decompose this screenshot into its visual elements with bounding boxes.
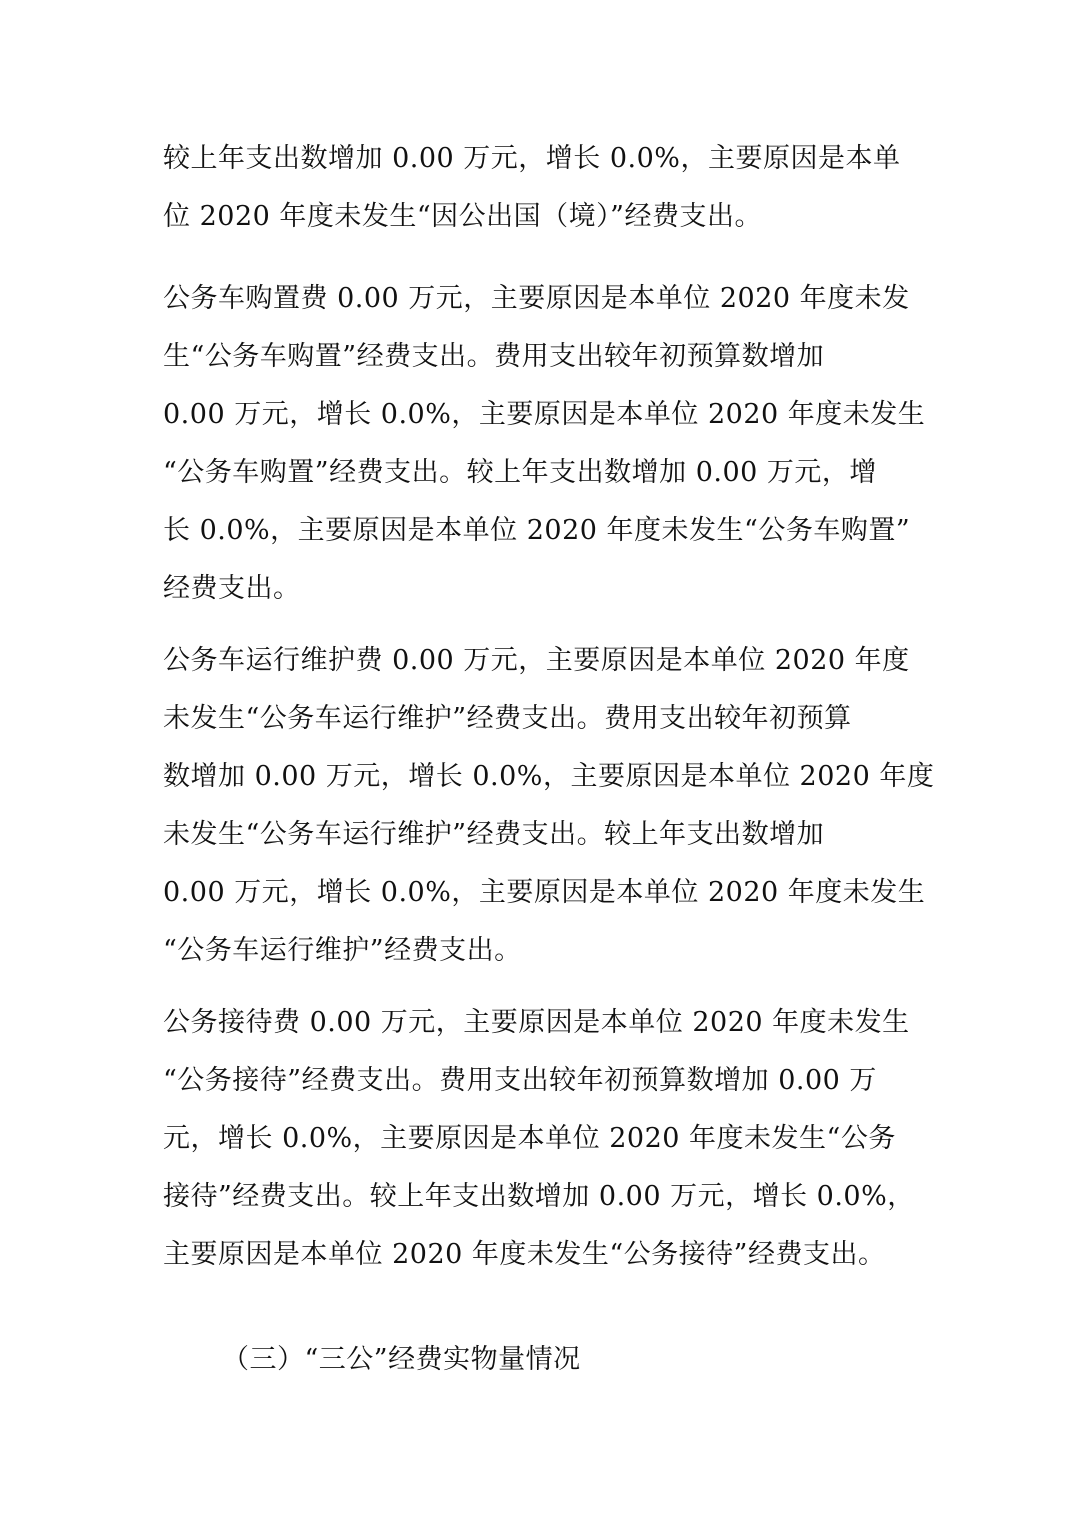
text-line: 公务接待费 0.00 万元，主要原因是本单位 2020 年度未发生	[163, 1007, 910, 1038]
text-line: 较上年支出数增加 0.00 万元，增长 0.0%，主要原因是本单	[163, 143, 901, 174]
text-line: 位 2020 年度未发生“因公出国（境）”经费支出。	[163, 201, 762, 232]
text-line: 元，增长 0.0%，主要原因是本单位 2020 年度未发生“公务	[163, 1123, 896, 1154]
section-heading: （三）“三公”经费实物量情况	[222, 1344, 581, 1375]
text-line: 公务车运行维护费 0.00 万元，主要原因是本单位 2020 年度	[163, 645, 910, 676]
text-line: 数增加 0.00 万元，增长 0.0%，主要原因是本单位 2020 年度	[163, 761, 935, 792]
text-line: 0.00 万元，增长 0.0%，主要原因是本单位 2020 年度未发生	[163, 399, 926, 430]
text-line: 公务车购置费 0.00 万元，主要原因是本单位 2020 年度未发	[163, 283, 910, 314]
text-line: 主要原因是本单位 2020 年度未发生“公务接待”经费支出。	[163, 1239, 886, 1270]
text-line: 接待”经费支出。较上年支出数增加 0.00 万元，增长 0.0%，	[163, 1181, 915, 1212]
text-line: 0.00 万元，增长 0.0%，主要原因是本单位 2020 年度未发生	[163, 877, 926, 908]
paragraph-vehicle-purchase	[163, 270, 933, 618]
paragraph-reception	[163, 994, 933, 1284]
text-line: 未发生“公务车运行维护”经费支出。较上年支出数增加	[163, 819, 825, 850]
text-line: “公务车运行维护”经费支出。	[163, 935, 522, 966]
text-line: 经费支出。	[163, 573, 301, 604]
text-line: 生“公务车购置”经费支出。费用支出较年初预算数增加	[163, 341, 825, 372]
paragraph-vehicle-maintenance	[163, 632, 933, 980]
text-line: “公务接待”经费支出。费用支出较年初预算数增加 0.00 万	[163, 1065, 877, 1096]
paragraph-outbound-travel	[163, 130, 933, 246]
text-line: “公务车购置”经费支出。较上年支出数增加 0.00 万元，增	[163, 457, 877, 488]
text-line: 长 0.0%，主要原因是本单位 2020 年度未发生“公务车购置”	[163, 515, 911, 546]
text-line: 未发生“公务车运行维护”经费支出。费用支出较年初预算	[163, 703, 852, 734]
